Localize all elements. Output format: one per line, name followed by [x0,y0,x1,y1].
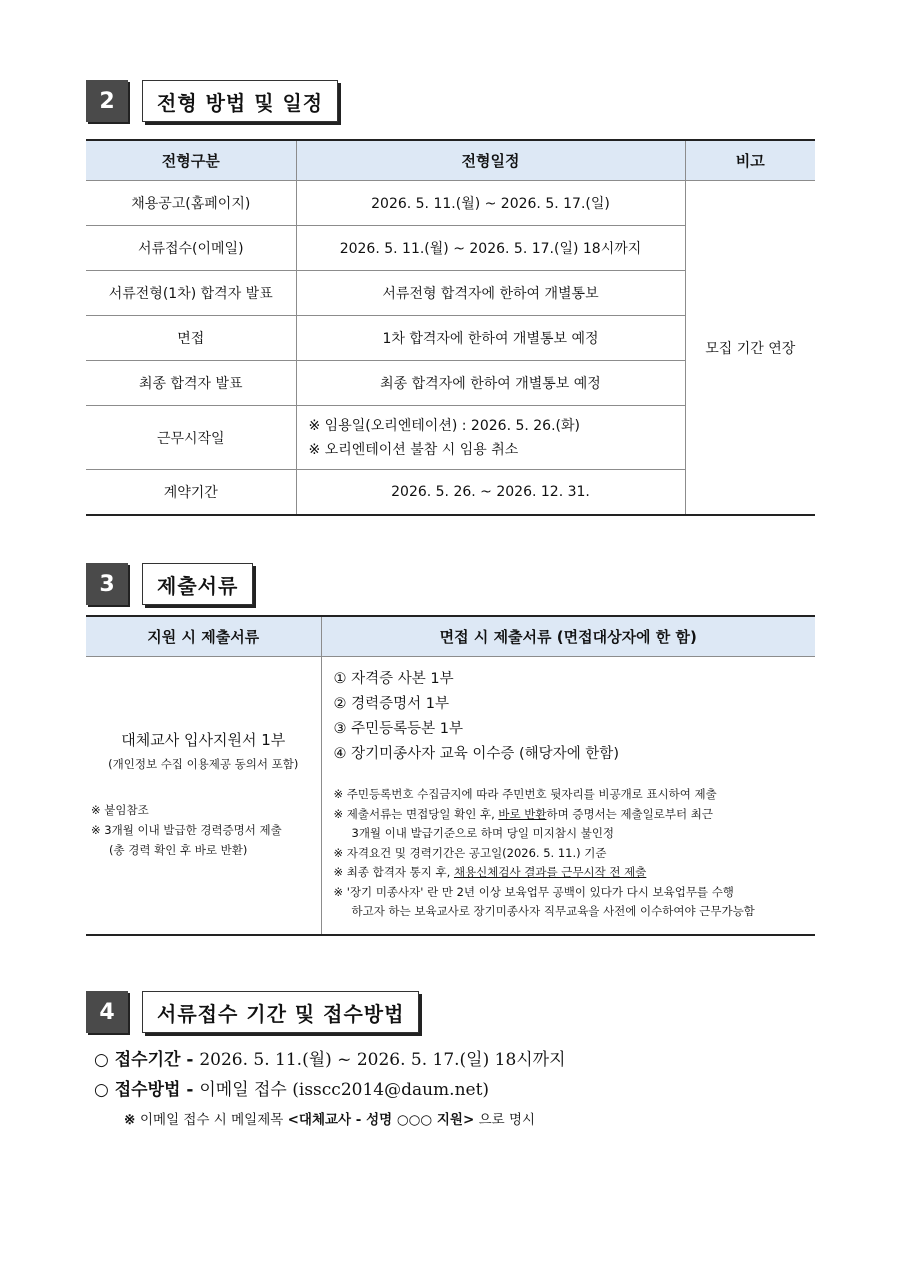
note-line: ※ 3개월 이내 발급한 경력증명서 제출 [91,823,282,837]
doc-item: ④ 장기미종사자 교육 이수증 (해당자에 한함) [333,746,619,762]
note-underlined: 채용신체검사 결과를 근무시작 전 제출 [453,865,647,879]
note-line [334,805,806,825]
submission-period [94,1045,566,1075]
stage-cell: 근무시작일 [86,406,296,470]
doc-item: ③ 주민등록등본 1부 [333,721,463,737]
doc-item: ① 자격증 사본 1부 [333,671,454,687]
stage-cell: 서류전형(1차) 합격자 발표 [86,271,296,316]
note-line: ※ 주민등록번호 수집금지에 따라 주민번호 뒷자리를 비공개로 표시하여 제출 [333,787,717,801]
note-text: ※ 제출서류는 면접당일 확인 후, [333,806,499,821]
schedule-cell: 최종 합격자에 한하여 개별통보 예정 [296,361,685,406]
email-subject-note [94,1107,566,1133]
stage-cell: 계약기간 [86,470,296,516]
section-4-header [86,991,419,1033]
schedule-line: ※ 오리엔테이션 불참 시 임용 취소 [308,441,519,458]
stage-cell: 채용공고(홈페이지) [86,181,296,226]
column-header: 지원 시 제출서류 [86,616,321,657]
submission-info [94,1045,566,1133]
remark-cell: 모집 기간 연장 [685,181,815,516]
doc-item: ② 경력증명서 1부 [333,696,449,712]
method-value: 이메일 접수 (isscc2014@daum.net) [199,1080,490,1100]
column-header: 비고 [685,140,815,181]
note-text: 하며 증명서는 제출일로부터 최근 [546,806,713,821]
note-line [334,863,806,883]
note-line: (총 경력 확인 후 바로 반환) [109,843,248,857]
stage-cell: 서류접수(이메일) [86,226,296,271]
section-number: 4 [86,991,128,1033]
note-line: ※ 자격요건 및 경력기간은 공고일(2026. 5. 11.) 기준 [333,845,607,860]
schedule-cell: 서류전형 합격자에 한하여 개별통보 [296,271,685,316]
section-title: 서류접수 기간 및 접수방법 [142,991,419,1033]
table-row [86,657,815,935]
schedule-table [86,139,815,516]
documents-table [86,615,815,936]
interview-notes [334,785,806,922]
submission-method [94,1075,566,1105]
stage-cell: 면접 [86,316,296,361]
apply-notes [87,800,320,860]
section-number: 3 [86,563,128,605]
note-mark: ※ [124,1112,141,1128]
section-3-header [86,563,253,605]
period-value: 2026. 5. 11.(월) ~ 2026. 5. 17.(일) 18시까지 [199,1050,566,1070]
schedule-cell: 2026. 5. 26. ~ 2026. 12. 31. [296,470,685,516]
method-label: ○ 접수방법 - [94,1080,200,1100]
note-bold: <대체교사 - 성명 ○○○ 지원> [287,1112,475,1128]
note-underlined: 바로 반환 [498,806,547,821]
stage-cell: 최종 합격자 발표 [86,361,296,406]
table-row [86,181,815,226]
apply-doc: 대체교사 입사지원서 1부 [121,731,286,749]
note-text: 으로 명시 [474,1112,536,1128]
schedule-cell: 1차 합격자에 한하여 개별통보 예정 [296,316,685,361]
schedule-line: ※ 임용일(오리엔테이션) : 2026. 5. 26.(화) [308,417,580,434]
column-header: 전형구분 [86,140,296,181]
apply-docs-cell [86,657,321,935]
interview-docs-cell [321,657,815,935]
note-line: ※ 붙임참조 [91,803,149,817]
period-label: ○ 접수기간 - [94,1050,200,1070]
section-number: 2 [86,80,128,122]
schedule-cell: 2026. 5. 11.(월) ~ 2026. 5. 17.(일) [296,181,685,226]
note-text: 이메일 접수 시 메일제목 [140,1112,288,1128]
note-text: ※ 최종 합격자 통지 후, [333,865,454,879]
section-title: 제출서류 [142,563,253,605]
section-title: 전형 방법 및 일정 [142,80,338,122]
note-line: ※ '장기 미종사자' 란 만 2년 이상 보육업무 공백이 있다가 다시 보육업무를 수행 [333,884,734,899]
column-header: 면접 시 제출서류 (면접대상자에 한 함) [321,616,815,657]
schedule-cell [296,406,685,470]
section-2-header [86,80,338,122]
table-header-row [86,616,815,657]
table-header-row [86,140,815,181]
note-line: 하고자 하는 보육교사로 장기미종사자 직무교육을 사전에 이수하여야 근무가능함 [351,904,755,918]
column-header: 전형일정 [296,140,685,181]
schedule-cell: 2026. 5. 11.(월) ~ 2026. 5. 17.(일) 18시까지 [296,226,685,271]
apply-doc-sub: (개인정보 수집 이용제공 동의서 포함) [108,757,299,771]
note-line: 3개월 이내 발급기준으로 하며 당일 미지참시 불인정 [351,826,615,840]
